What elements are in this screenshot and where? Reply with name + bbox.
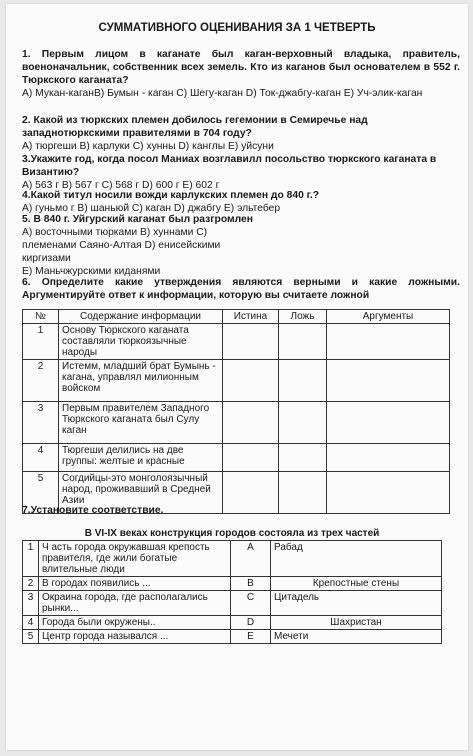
matching-table [22,540,442,644]
right-key: А [231,541,271,577]
right-text: Крепостные стены [271,577,442,591]
question-1-options: А) Мукан-каганВ) Бумын - каган С) Шегу-каган D) Ток-джабгу-каган Е) Уч-элик-каган [22,88,423,99]
question-5-option-line-3: киргизами [22,253,71,264]
left-text: Ч асть города окружавшая крепость правителя, где жили богатые влительные люди [39,541,231,577]
question-5 [22,213,460,278]
matching-row [23,616,442,630]
right-text: Рабад [271,541,442,577]
row-content: Основу Тюркского каганата составляли тюркоязычные народы [59,324,223,360]
row-content: Тюргеши делились на две группы: желтые и красные [59,444,223,472]
question-5-text: 5. В 840 г. Уйгурский каганат был разгромлен [22,214,253,225]
header-number: № [23,310,59,324]
right-key: В [231,577,271,591]
left-number: 1 [23,541,39,577]
argument-cell[interactable] [327,402,450,444]
question-2 [22,114,460,153]
table-row [23,360,450,402]
right-text: Цитадель [271,591,442,616]
row-number: 1 [23,324,59,360]
false-cell[interactable] [279,444,327,472]
table-row [23,444,450,472]
left-number: 3 [23,591,39,616]
question-3-options: А) 563 г В) 567 г С) 568 г D) 600 г Е) 602 г [22,180,220,191]
right-text: Мечети [271,630,442,644]
question-5-option-line-2: племенами Саяно-Алтая D) енисейскими [22,240,221,251]
true-cell[interactable] [223,402,279,444]
question-6 [22,276,460,302]
left-text: Города были окружены.. [39,616,231,630]
header-arguments: Аргументы [327,310,450,324]
header-false: Ложь [279,310,327,324]
false-cell[interactable] [279,360,327,402]
matching-row [23,591,442,616]
document-page [6,4,468,750]
matching-row [23,577,442,591]
row-number: 5 [23,472,59,514]
header-true: Истина [223,310,279,324]
argument-cell[interactable] [327,324,450,360]
false-cell[interactable] [279,402,327,444]
left-text: В городах появились ... [39,577,231,591]
matching-row [23,630,442,644]
question-3 [22,153,460,192]
page-title: СУММАТИВНОГО ОЦЕНИВАНИЯ ЗА 1 ЧЕТВЕРТЬ [98,22,376,34]
right-key: D [231,616,271,630]
question-2-text: 2. Какой из тюркских племен добилось гегемонии в Семиречье над западнотюркскими правителями в 704 году? [22,115,368,139]
true-cell[interactable] [223,444,279,472]
right-text: Шахристан [271,616,442,630]
question-1-text: 1. Первым лицом в каганате был каган-верховный владыка, правитель, военоначальник, собственник всех земель. Кто из каганов был основателем в 552 г. Тюркского каганата? [22,49,460,86]
left-number: 2 [23,577,39,591]
question-5-option-line-4: Е) Маньчжурскими киданями [22,266,161,277]
true-cell[interactable] [223,360,279,402]
header-content: Содержание информации [59,310,223,324]
question-7-text: 7.Установите соответствие. [22,505,164,516]
truth-table-header [23,310,450,324]
question-3-text: 3.Укажите год, когда посол Маниах возглавилл посольство тюркского каганата в Византию? [22,154,437,178]
question-5-option-line-1: А) восточными тюрками В) хуннами С) [22,227,208,238]
row-number: 3 [23,402,59,444]
question-4 [22,189,460,215]
question-7 [22,504,460,517]
right-key: Е [231,630,271,644]
table-row [23,324,450,360]
question-4-options: А) гуньмо г В) шаньюй С) каган D) джабгу Е) эльтебер [22,203,281,214]
matching-row [23,541,442,577]
true-cell[interactable] [223,324,279,360]
left-text: Окраина города, где располагались рынки... [39,591,231,616]
argument-cell[interactable] [327,360,450,402]
row-content: Согдийцы-это монголоязычный народ, проживавший в Средней Азии [59,472,223,514]
question-1 [22,48,460,100]
left-number: 5 [23,630,39,644]
row-number: 2 [23,360,59,402]
left-number: 4 [23,616,39,630]
question-2-options: А) тюргеши В) карлуки С) хунны D) канглы Е) уйсуни [22,141,274,152]
argument-cell[interactable] [327,444,450,472]
left-text: Центр города назывался ... [39,630,231,644]
truth-table [22,309,450,514]
row-content: Истемм, младший брат Бумынь - кагана, управлял милионным войском [59,360,223,402]
question-6-text: 6. Определите какие утверждения являются верными и какие ложными. Аргументируйте ответ к информации, которую вы считаете ложной [22,277,460,301]
false-cell[interactable] [279,324,327,360]
row-number: 4 [23,444,59,472]
table-row [23,402,450,444]
row-content: Первым правителем Западного Тюркского каганата был Сулу каган [59,402,223,444]
right-key: С [231,591,271,616]
matching-table-title: В VI-IX веках конструкция городов состояла из трех частей [84,528,380,539]
question-4-text: 4.Какой титул носили вожди карлукских племен до 840 г.? [22,190,320,201]
